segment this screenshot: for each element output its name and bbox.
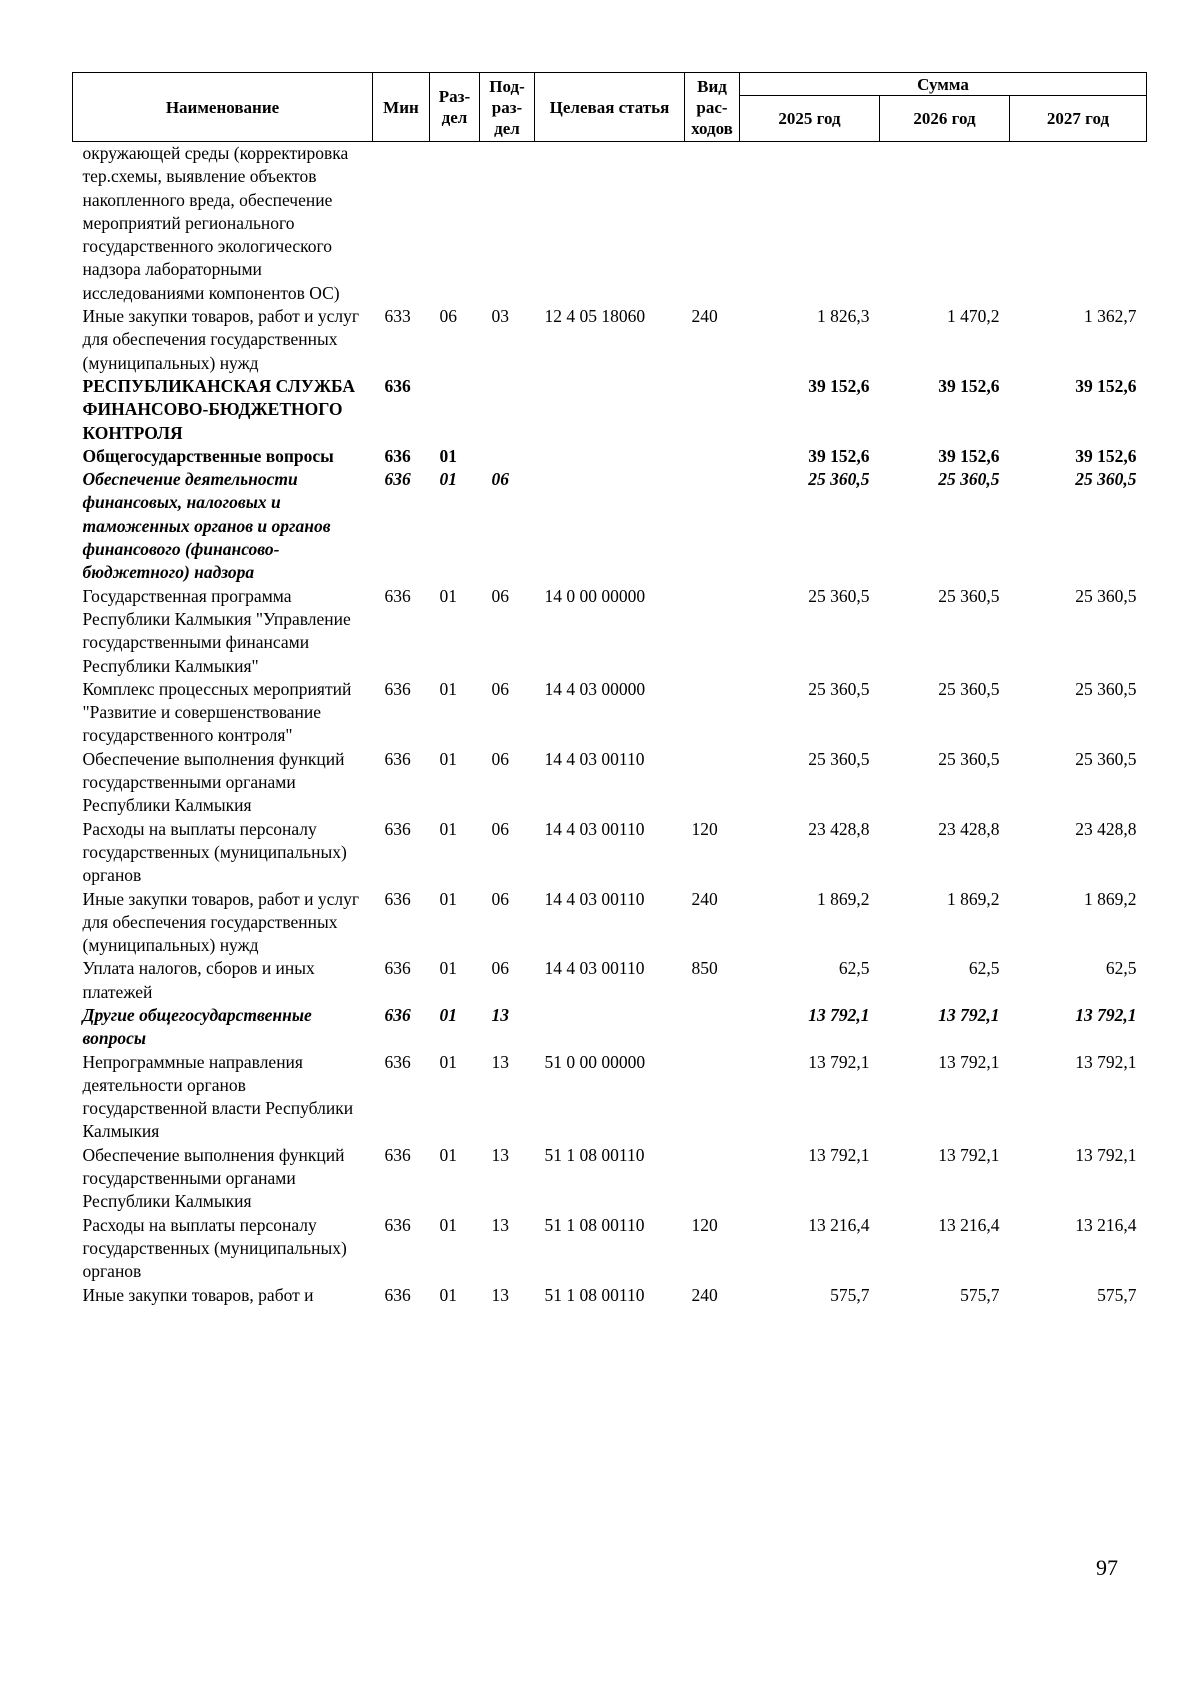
cell-min — [373, 142, 430, 306]
cell-2026: 13 792,1 — [938, 1051, 1000, 1072]
cell-min: 636 — [384, 748, 411, 769]
cell-celevaya: 14 4 03 00110 — [544, 818, 645, 839]
cell-celevaya: 14 0 00 00000 — [544, 585, 646, 606]
cell-min: 636 — [384, 1051, 411, 1072]
table-row — [73, 375, 1147, 445]
cell-name: Расходы на выплаты персоналу государственных (муниципальных) органов — [82, 1214, 347, 1282]
table-row — [73, 142, 1147, 306]
header-razdel: Раз-дел — [430, 73, 480, 142]
cell-min: 636 — [384, 678, 411, 699]
cell-min: 633 — [384, 306, 411, 327]
cell-2025: 39 152,6 — [808, 445, 870, 466]
cell-vid: 120 — [691, 818, 718, 839]
cell-2027: 62,5 — [1105, 958, 1137, 979]
cell-2025 — [740, 142, 880, 306]
table-header — [73, 73, 1147, 142]
cell-name: окружающей среды (корректировка тер.схемы, выявление объектов накопленного вреда, обеспечение мероприятий регионального государственного экологического надзора лабораторными исследованиями компонентов ОС) — [82, 143, 349, 303]
cell-razdel: 01 — [439, 678, 457, 699]
cell-razdel — [430, 142, 480, 306]
cell-razdel: 01 — [439, 469, 457, 490]
cell-celevaya: 51 1 08 00110 — [544, 1214, 645, 1235]
cell-celevaya: 51 0 00 00000 — [544, 1051, 646, 1072]
table-row — [73, 1284, 1147, 1307]
cell-name: РЕСПУБЛИКАНСКАЯ СЛУЖБА ФИНАНСОВО-БЮДЖЕТНОГО КОНТРОЛЯ — [82, 375, 356, 443]
table-row — [73, 585, 1147, 678]
budget-table — [72, 72, 1147, 1307]
cell-razdel: 06 — [439, 306, 457, 327]
cell-2026: 23 428,8 — [938, 818, 1000, 839]
cell-podrazdel: 06 — [491, 748, 509, 769]
cell-razdel: 01 — [439, 748, 457, 769]
cell-vid: 240 — [691, 1284, 718, 1305]
cell-razdel — [430, 375, 480, 445]
page-number: 97 — [1096, 1555, 1118, 1580]
cell-name: Непрограммные направления деятельности органов государственной власти Республики Калмыкия — [82, 1051, 354, 1142]
cell-2027: 25 360,5 — [1075, 748, 1137, 769]
cell-podrazdel: 13 — [491, 1004, 509, 1025]
cell-2027: 25 360,5 — [1075, 585, 1137, 606]
cell-vid: 120 — [691, 1214, 718, 1235]
cell-min: 636 — [384, 1214, 411, 1235]
cell-2027 — [1010, 142, 1147, 306]
table-row — [73, 818, 1147, 888]
cell-2026: 13 792,1 — [938, 1144, 1000, 1165]
cell-razdel: 01 — [439, 445, 457, 466]
cell-min: 636 — [384, 818, 411, 839]
cell-vid — [685, 1004, 740, 1051]
cell-vid: 850 — [691, 958, 718, 979]
cell-celevaya — [535, 468, 685, 584]
cell-celevaya — [535, 375, 685, 445]
cell-vid — [685, 748, 740, 818]
cell-2025: 25 360,5 — [808, 748, 870, 769]
cell-2027: 25 360,5 — [1075, 469, 1137, 490]
cell-celevaya: 51 1 08 00110 — [544, 1144, 645, 1165]
cell-celevaya: 14 4 03 00110 — [544, 748, 645, 769]
cell-2026: 62,5 — [968, 958, 1000, 979]
cell-2025: 23 428,8 — [808, 818, 870, 839]
cell-name: Расходы на выплаты персоналу государственных (муниципальных) органов — [82, 818, 347, 886]
cell-podrazdel: 13 — [491, 1284, 509, 1305]
cell-podrazdel: 06 — [491, 585, 509, 606]
cell-2026: 25 360,5 — [938, 469, 1000, 490]
header-summa: Сумма — [740, 73, 1147, 96]
cell-podrazdel: 06 — [491, 888, 509, 909]
cell-2025: 25 360,5 — [808, 678, 870, 699]
cell-2025: 39 152,6 — [808, 375, 870, 396]
cell-2027: 25 360,5 — [1075, 678, 1137, 699]
table-row — [73, 1004, 1147, 1051]
cell-2025: 13 216,4 — [808, 1214, 870, 1235]
cell-name: Другие общегосударственные вопросы — [82, 1004, 312, 1049]
cell-name: Комплекс процессных мероприятий "Развитие и совершенствование государственного контроля" — [82, 678, 352, 746]
cell-razdel: 01 — [439, 1284, 457, 1305]
table-row — [73, 957, 1147, 1004]
cell-2026: 1 869,2 — [947, 888, 1000, 909]
cell-2027: 23 428,8 — [1075, 818, 1137, 839]
cell-razdel: 01 — [439, 818, 457, 839]
cell-podrazdel: 06 — [491, 678, 509, 699]
cell-razdel: 01 — [439, 888, 457, 909]
header-min: Мин — [373, 73, 430, 142]
cell-razdel: 01 — [439, 1004, 457, 1025]
cell-name: Иные закупки товаров, работ и услуг для обеспечения государственных (муниципальных) нужд — [82, 306, 360, 373]
header-year-2027: 2027 год — [1010, 96, 1147, 142]
cell-vid — [685, 585, 740, 678]
cell-2025: 13 792,1 — [808, 1144, 870, 1165]
cell-name: Иные закупки товаров, работ и — [82, 1284, 314, 1305]
cell-min: 636 — [384, 585, 411, 606]
cell-2027: 13 792,1 — [1075, 1051, 1137, 1072]
cell-2026: 1 470,2 — [947, 306, 1000, 327]
header-podrazdel: Под-раз-дел — [480, 73, 535, 142]
cell-min: 636 — [384, 958, 411, 979]
cell-2026: 575,7 — [960, 1284, 1000, 1305]
cell-razdel: 01 — [439, 958, 457, 979]
cell-2026: 39 152,6 — [938, 375, 1000, 396]
cell-celevaya: 51 1 08 00110 — [544, 1284, 645, 1305]
cell-2025: 25 360,5 — [808, 585, 870, 606]
cell-2026: 13 216,4 — [938, 1214, 1000, 1235]
cell-2027: 39 152,6 — [1075, 445, 1137, 466]
cell-2027: 575,7 — [1097, 1284, 1137, 1305]
cell-podrazdel — [480, 445, 535, 468]
cell-name: Государственная программа Республики Калмыкия "Управление государственными финансами Республики Калмыкия" — [82, 585, 351, 676]
header-vid: Вид рас-ходов — [685, 73, 740, 142]
table-row — [73, 1214, 1147, 1284]
header-name: Наименование — [73, 73, 373, 142]
cell-vid — [685, 375, 740, 445]
cell-2027: 13 792,1 — [1075, 1004, 1137, 1025]
table-row — [73, 305, 1147, 375]
table-body — [73, 142, 1147, 1307]
table-row — [73, 1144, 1147, 1214]
cell-name: Иные закупки товаров, работ и услуг для обеспечения государственных (муниципальных) нужд — [82, 888, 360, 956]
cell-name: Уплата налогов, сборов и иных платежей — [82, 958, 315, 1002]
table-row — [73, 748, 1147, 818]
cell-2025: 13 792,1 — [808, 1051, 870, 1072]
cell-2027: 1 869,2 — [1084, 888, 1137, 909]
cell-vid — [685, 142, 740, 306]
cell-podrazdel: 06 — [491, 469, 509, 490]
header-year-2026: 2026 год — [880, 96, 1010, 142]
cell-vid — [685, 445, 740, 468]
cell-vid — [685, 1051, 740, 1144]
cell-min: 636 — [384, 1144, 411, 1165]
cell-vid — [685, 1144, 740, 1214]
cell-podrazdel: 06 — [491, 958, 509, 979]
header-celevaya: Целевая статья — [535, 73, 685, 142]
cell-celevaya: 14 4 03 00110 — [544, 958, 645, 979]
cell-2025: 13 792,1 — [808, 1004, 870, 1025]
table-row — [73, 468, 1147, 584]
cell-2025: 575,7 — [830, 1284, 870, 1305]
cell-2025: 62,5 — [838, 958, 870, 979]
cell-2027: 39 152,6 — [1075, 375, 1137, 396]
cell-min: 636 — [384, 1004, 411, 1025]
cell-name: Обеспечение деятельности финансовых, налоговых и таможенных органов и органов финансового (финансово-бюджетного) надзора — [82, 469, 331, 583]
cell-celevaya: 12 4 05 18060 — [544, 306, 646, 327]
table-row — [73, 678, 1147, 748]
cell-min: 636 — [384, 375, 411, 396]
cell-razdel: 01 — [439, 1144, 457, 1165]
cell-2026: 13 792,1 — [938, 1004, 1000, 1025]
cell-celevaya: 14 4 03 00000 — [544, 678, 646, 699]
cell-celevaya — [535, 1004, 685, 1051]
cell-min: 636 — [384, 888, 411, 909]
cell-min: 636 — [384, 1284, 411, 1305]
cell-2026 — [880, 142, 1010, 306]
header-year-2025: 2025 год — [740, 96, 880, 142]
cell-2026: 25 360,5 — [938, 748, 1000, 769]
cell-podrazdel: 06 — [491, 818, 509, 839]
cell-celevaya: 14 4 03 00110 — [544, 888, 645, 909]
table-row — [73, 1051, 1147, 1144]
table-row — [73, 445, 1147, 468]
cell-2026: 39 152,6 — [938, 445, 1000, 466]
cell-name: Обеспечение выполнения функций государственными органами Республики Калмыкия — [82, 748, 345, 816]
table-row — [73, 888, 1147, 958]
cell-razdel: 01 — [439, 585, 457, 606]
cell-podrazdel: 13 — [491, 1214, 509, 1235]
cell-vid — [685, 678, 740, 748]
cell-min: 636 — [384, 445, 411, 466]
cell-podrazdel: 13 — [491, 1051, 509, 1072]
cell-celevaya — [535, 142, 685, 306]
cell-2025: 1 869,2 — [817, 888, 870, 909]
cell-name: Обеспечение выполнения функций государственными органами Республики Калмыкия — [82, 1144, 345, 1212]
cell-2026: 25 360,5 — [938, 678, 1000, 699]
cell-2026: 25 360,5 — [938, 585, 1000, 606]
cell-2027: 13 216,4 — [1075, 1214, 1137, 1235]
cell-razdel: 01 — [439, 1051, 457, 1072]
cell-podrazdel — [480, 142, 535, 306]
cell-razdel: 01 — [439, 1214, 457, 1235]
cell-2027: 1 362,7 — [1084, 306, 1137, 327]
cell-2025: 25 360,5 — [808, 469, 870, 490]
cell-2025: 1 826,3 — [817, 306, 870, 327]
cell-podrazdel — [480, 375, 535, 445]
cell-2027: 13 792,1 — [1075, 1144, 1137, 1165]
cell-podrazdel: 03 — [491, 306, 509, 327]
cell-name: Общегосударственные вопросы — [82, 445, 334, 466]
cell-celevaya — [535, 445, 685, 468]
cell-vid: 240 — [691, 888, 718, 909]
cell-podrazdel: 13 — [491, 1144, 509, 1165]
cell-min: 636 — [384, 469, 411, 490]
cell-vid — [685, 468, 740, 584]
cell-vid: 240 — [691, 306, 718, 327]
